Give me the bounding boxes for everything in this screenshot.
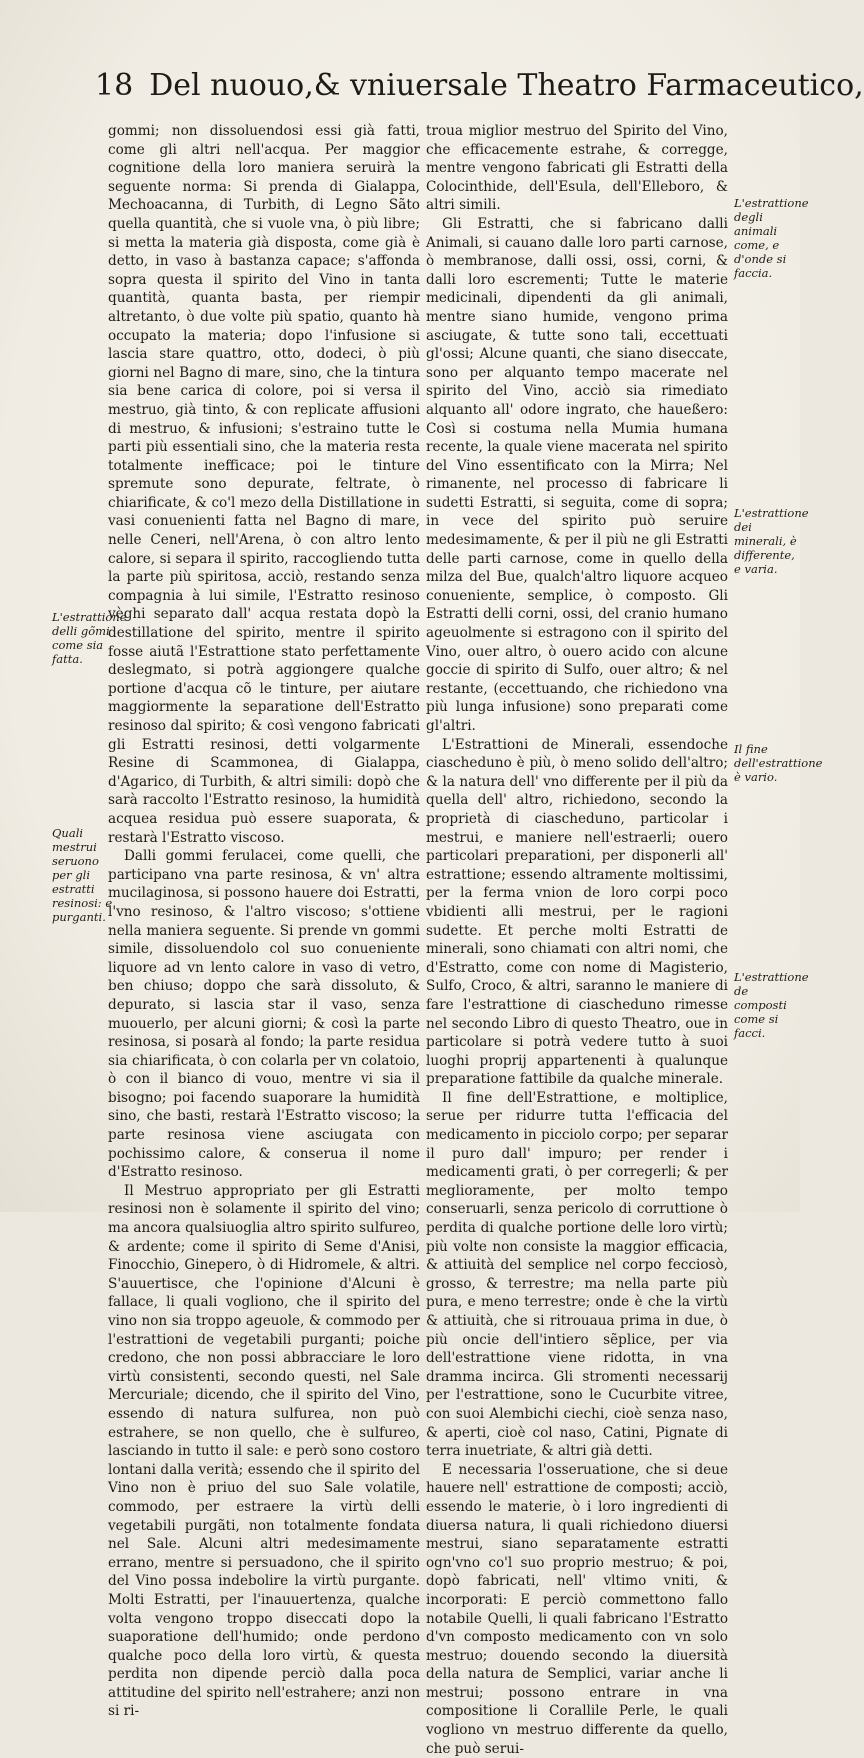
margin-note-minerali: L'estrattione dei minerali, è differente, e varia. bbox=[734, 506, 809, 576]
paragraph: troua miglior mestruo del Spirito del Vino, che efficacemente estrahe, & corregge, mentre vengono fabricati gli Estratti della Colocinthide, dell'Esula, dell'Elleboro, & altri simili. bbox=[426, 123, 728, 214]
margin-note-composti: L'estrattione de composti come si facci. bbox=[734, 970, 809, 1040]
margin-note-gommi: L'estrattione delli gõmi come sia fatta. bbox=[52, 610, 127, 666]
paragraph: gommi; non dissoluendosi essi già fatti, come gli altri nell'acqua. Per maggior cognitione della loro maniera seruirà la seguente norma: Si prenda di Gialappa, Mechoacanna, di Turbith, di Legno Sãto quella quantità, che si vuole vna, ò più libre; si metta la materia già disposta, come già è detto, in vaso à bastanza capace; s'affonda sopra questa il spirito del Vino in tanta quantità, quanta basta, per riempir altretanto, ò due volte più spatio, quanto hà occupato la materia; dopo l'infusione si lascia stare quattro, otto, dodeci, ò più giorni nel Bagno di mare, sino, che la tintura sia bene carica di colore, poi si versa il mestruo, già tinto, & con replicate affusioni di mestruo, & infusioni; s'estraino tutte le parti più essentiali sino, che la materia resta totalmente inefficace; poi le tinture spremute sono depurate, feltrate, ò chiarificate, & co'l mezo della Distillatione in vasi conuenienti fatta nel Bagno di mare, nelle Ceneri, nell'Arena, ò con altro lento calore, si separa il spirito, raccogliendo tutta la parte più spiritosa, acciò, restando senza compagnia à lui simile, l'Estratto resinoso vèghi separato dall' acqua restata dopò la destillatione del spirito, mentre il spirito fosse aiutã l'Estrattione stato perfettamente deslegmato, si potrà aggiongere qualche portione d'acqua cõ le tinture, per aiutare maggiormente la separatione dell'Estratto resinoso dal spirito; & così vengono fabricati gli Estratti resinosi, detti volgarmente Resine di Scammonea, di Gialappa, d'Agarico, di Turbith, & altri simili: dopò che sarà raccolto l'Estratto resinoso, la humidità acquea residua può essere suaporata, & restarà l'Estratto viscoso. bbox=[108, 123, 420, 846]
paragraph: Il fine dell'Estrattione, e moltiplice, serue per ridurre tutta l'efficacia del medicamento in picciolo corpo; per separar il puro dall' impuro; per render i medicamenti grati, ò per corregerli; & per meglioramente, per molto tempo conseruarli, senza pericolo di corruttione ò perdita di qualche portione delle loro virtù; più volte non consiste la maggior efficacia, & attiuità del semplice nel corpo fecciosò, grosso, & terrestre; ma nella parte più pura, e meno terrestre; onde è che la virtù & attiuità, che si ritrouaua prima in due, ò più oncie dell'intiero sẽplice, per via dell'estrattione viene ridotta, in vna dramma incirca. Gli stromenti necessarij per l'estrattione, sono le Cucurbite vitree, con suoi Alembichi ciechi, cioè senza naso, & aperti, cioè col naso, Catini, Pignate di terra inuetriate, & altri già detti. bbox=[426, 1089, 728, 1460]
paragraph: Il Mestruo appropriato per gli Estratti resinosi non è solamente il spirito del vino; ma ancora qualsiuoglia altro spirito sulfureo, & ardente; come il spirito di Seme d'Anisi, Finocchio, Ginepero, ò di Hidromele, & altri. S'auuertisce, che l'opinione d'Alcuni è fallace, li quali vogliono, che il spirito del vino non sia troppo ageuole, & commodo per l'estrattioni de vegetabili purganti; poiche credono, che non possi abbracciare le loro virtù consistenti, secondo questi, nel Sale Mercuriale; dicendo, che il spirito del Vino, essendo di natura sulfurea, non può estrahere, se non quello, che è sulfureo, lasciando in tutto il sale: e però sono costoro lontani dalla verità; essendo che il spirito del Vino non è priuo del suo Sale volatile, commodo, per estraere la virtù delli vegetabili purgãti, non totalmente fondata nel Sale. Alcuni altri medesimamente errano, mentre si persuadono, che il spirito del Vino possa indebolire la virtù purgante. Molti Estratti, per l'inauuertenza, qualche volta vengono troppo diseccati dopo la suaporatione dell'humido; onde perdono qualche poco della loro virtù, & questa perdita non dipende perciò dalla poca attitudine del spirito nell'estrahere; anzi non si ri- bbox=[108, 1182, 420, 1720]
page-title: Del nuouo,& vniuersale Theatro Farmaceutico, bbox=[149, 68, 864, 103]
left-text-column bbox=[108, 122, 420, 1721]
paragraph: L'Estrattioni de Minerali, essendoche ciascheduno è più, ò meno solido dell'altro; & la natura dell' vno differente per il più da quella dell' altro, richiedono, secondo la proprietà di ciascheduno, particolar i mestrui, e maniere nell'estraerli; ouero particolari preparationi, per disponerli all' estrattione; essendo altramente moltissimi, per la ferma vnion de loro corpi poco vbidienti alli mestrui, per le ragioni sudette. Et perche molti Estratti de minerali, sono chiamati con altri nomi, che d'Estratto, come con nome di Magisterio, Sulfo, Croco, & altri, saranno le maniere di fare l'estrattione di ciascheduno rimesse nel secondo Libro di questo Theatro, oue in particolare si potrà vedere tutto à suoi luoghi proprij appartenenti à qualunque preparatione fattibile da qualche minerale. bbox=[426, 736, 728, 1088]
right-text-column bbox=[426, 122, 728, 1758]
margin-note-fine: Il fine dell'estrattione è vario. bbox=[734, 742, 823, 784]
paragraph: Dalli gommi ferulacei, come quelli, che participano vna parte resinosa, & vn' altra mucilaginosa, si possono hauere doi Estratti, l'vno resinoso, & l'altro viscoso; s'ottiene nella maniera seguente. Si prende vn gommi simile, dissoluendolo col suo conueniente liquore ad vn lento calore in vaso di vetro, ben chiuso; doppo che sarà dissoluto, & depurato, si lascia star il vaso, senza muouerlo, per alcuni giorni; & così la parte resinosa, si posarà al fondo; la parte residua sia chiarificata, ò con colarla per vn colatoio, ò con il bianco di vouo, mentre vi sia il bisogno; poi facendo suaporare la humidità sino, che basti, restarà l'Estratto viscoso; la parte resinosa viene asciugata con pochissimo calore, & conserua il nome d'Estratto resinoso. bbox=[108, 848, 420, 1181]
paragraph: E necessaria l'osseruatione, che si deue hauere nell' estrattione de composti; acciò, essendo le materie, ò i loro ingredienti di diuersa natura, li quali richiedono diuersi mestrui, siano separatamente estratti ogn'vno co'l suo proprio mestruo; & poi, dopò fabricati, nell' vltimo vniti, & incorporati: E perciò commettono fallo notabile Quelli, li quali fabricano l'Estratto d'vn composto medicamento con vn solo mestruo; douendo secondo la diuersità della natura de Semplici, variar anche li mestrui; possono entrare in vna compositione li Corallile Perle, le quali vogliono vn mestruo differente da quello, che può serui- bbox=[426, 1461, 728, 1757]
margin-note-animali: L'estrattione degli animali come, e d'onde si faccia. bbox=[734, 196, 809, 280]
running-header bbox=[95, 68, 864, 104]
margin-note-mestrui: Quali mestrui seruono per gli estratti resinosi: e purganti. bbox=[52, 826, 113, 924]
page-number: 18 bbox=[95, 68, 134, 103]
paragraph: Gli Estratti, che si fabricano dalli Animali, si cauano dalle loro parti carnose, ò membranose, dalli ossi, ossi, corni, & dalli loro escrementi; Tutte le materie medicinali, dipendenti da gli animali, mentre siano humide, vengono prima asciugate, & tutte sono tali, eccettuati gl'ossi; Alcune quanti, che siano diseccate, sono per alquanto tempo macerate nel spirito del Vino, acciò sia rimediato alquanto all' odore ingrato, che haueßero: Così si costuma nella Mumia humana recente, la quale viene macerata nel spirito del Vino essentificato con la Mirra; Nel rimanente, nel processo di fabricare li sudetti Estratti, si seguita, come di sopra; in vece del spirito può seruire medesimamente, & per il più ne gli Estratti delle parti carnose, come in quello della milza del Bue, qualch'altro liquore acqueo conueniente, semplice, ò composto. Gli Estratti delli corni, ossi, del cranio humano ageuolmente si estragono con il spirito del Vino, ouer altro, ò ouero acido con alcune goccie di spirito di Sulfo, ouer altro; & nel restante, (eccettuando, che richiedono vna più lunga infusione) sono preparati come gl'altri. bbox=[426, 215, 728, 734]
